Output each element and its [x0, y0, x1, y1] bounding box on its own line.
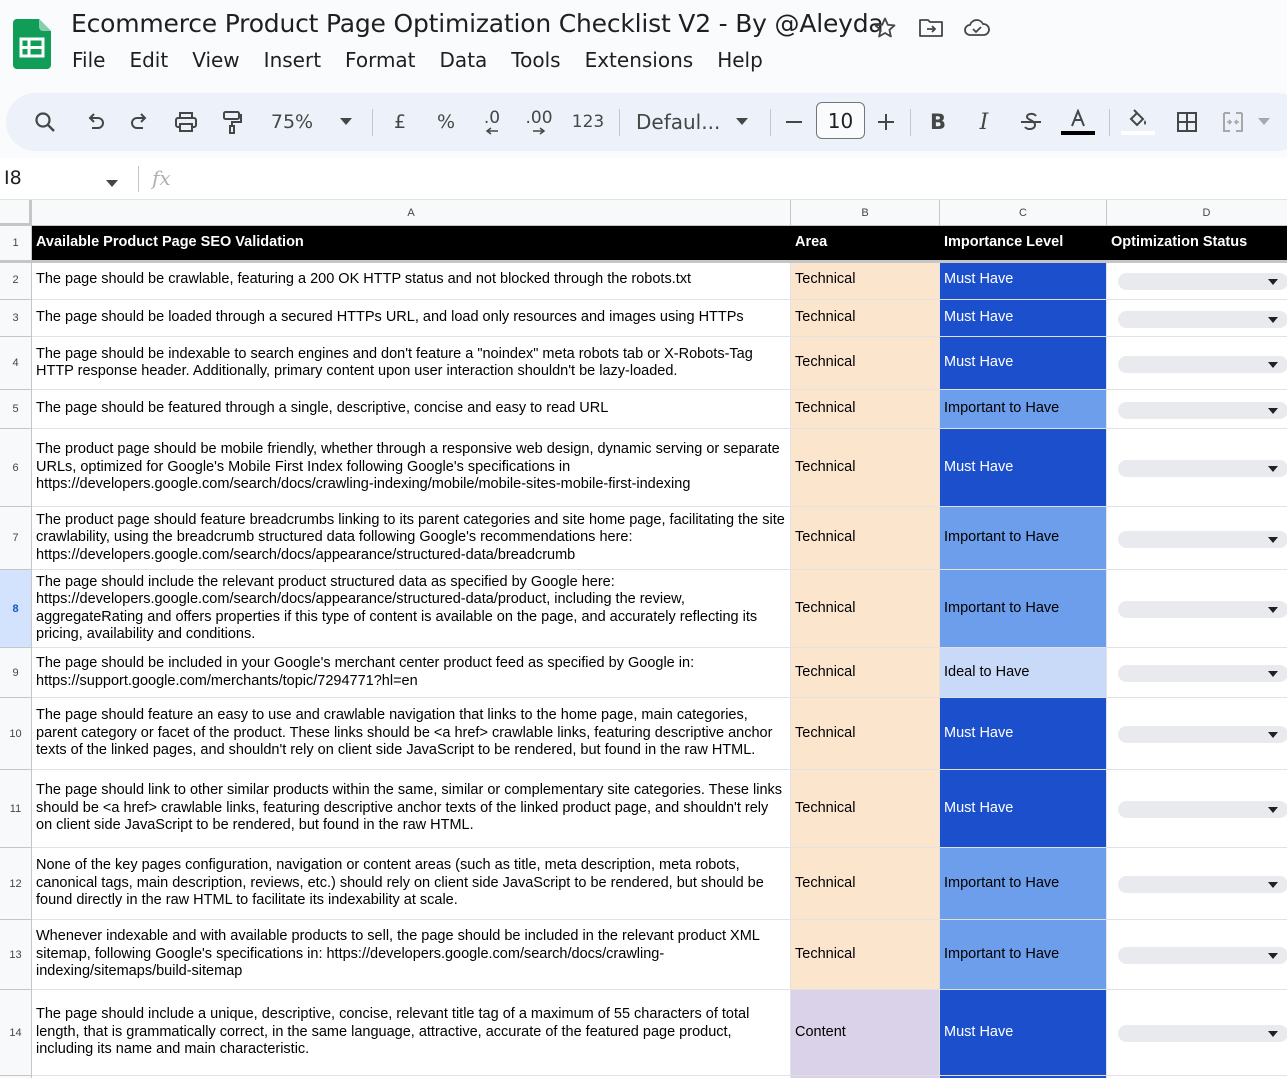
- formula-bar: [0, 158, 1287, 200]
- row-header-8[interactable]: 8: [0, 570, 32, 648]
- status-dropdown[interactable]: [1118, 460, 1287, 477]
- menu-edit[interactable]: Edit: [129, 48, 169, 72]
- dropdown-caret-icon: [1268, 1031, 1278, 1037]
- status-dropdown[interactable]: [1118, 1025, 1287, 1042]
- decrease-decimal-button[interactable]: [476, 93, 508, 151]
- toolbar-area: [0, 88, 1287, 158]
- font-family-select[interactable]: Defaul...: [636, 110, 721, 134]
- validation-cell[interactable]: The product page should be mobile friendly, whether through a responsive web design, dynamic serving or separate URLs, optimized for Google's Mobile First Index following Google's specifications in https://developers.google.com/search/docs/crawling-indexing/mobile/mobile-sites-mobile-first-indexing: [32, 429, 791, 507]
- font-dropdown-icon[interactable]: [734, 93, 750, 151]
- importance-cell[interactable]: Must Have: [940, 261, 1107, 300]
- status-dropdown[interactable]: [1118, 356, 1287, 373]
- area-cell[interactable]: Technical: [791, 770, 940, 848]
- importance-cell[interactable]: Must Have: [940, 337, 1107, 390]
- area-cell[interactable]: Technical: [791, 648, 940, 698]
- spreadsheet-grid[interactable]: [0, 200, 1287, 1078]
- validation-cell[interactable]: The page should be included in your Google's merchant center product feed as specified by Google in: https://support.google.com/merchants/topic/7294771?hl=en: [32, 648, 791, 698]
- menu-help[interactable]: Help: [717, 48, 763, 72]
- search-menus-icon[interactable]: [30, 93, 60, 151]
- menu-data[interactable]: Data: [439, 48, 488, 72]
- row-header-10[interactable]: 10: [0, 698, 32, 770]
- importance-cell[interactable]: Must Have: [940, 429, 1107, 507]
- dropdown-caret-icon: [1268, 466, 1278, 472]
- currency-format-button[interactable]: £: [393, 111, 407, 133]
- validation-cell[interactable]: The page should feature an easy to use and crawlable navigation that links to the home page, main categories, parent category or facet of the product. These links should be <a href> crawlable links, featuring descriptive anchor texts of the linked pages, and shouldn't rely on client side JavaScript to be rendered, but found in the raw HTML.: [32, 698, 791, 770]
- dropdown-caret-icon: [1268, 732, 1278, 738]
- status-dropdown[interactable]: [1118, 273, 1287, 290]
- validation-cell[interactable]: The product page should feature breadcrumbs linking to its parent categories and site home page, facilitating the site crawlability, using the breadcrumb structured data following Google's recommendations here: https://developers.google.com/search/docs/appearance/structured-data/breadcrumb: [32, 507, 791, 570]
- status-dropdown[interactable]: [1118, 876, 1287, 893]
- validation-cell[interactable]: The page should be indexable to search engines and don't feature a "noindex" meta robots tab or X-Robots-Tag HTTP response header. Additionally, primary content upon user interaction shouldn't be lazy-loaded.: [32, 337, 791, 390]
- column-header-c[interactable]: C: [940, 200, 1107, 226]
- status-dropdown[interactable]: [1118, 311, 1287, 328]
- function-icon: fx: [152, 166, 171, 190]
- borders-icon[interactable]: [1172, 93, 1202, 151]
- area-cell[interactable]: Technical: [791, 570, 940, 648]
- more-formats-button[interactable]: 123: [571, 112, 605, 132]
- importance-cell[interactable]: Important to Have: [940, 920, 1107, 990]
- row-header-7[interactable]: 7: [0, 507, 32, 570]
- undo-icon[interactable]: [80, 93, 110, 151]
- row-header-3[interactable]: 3: [0, 300, 32, 337]
- font-size-input[interactable]: 10: [816, 102, 865, 139]
- row-header-11[interactable]: 11: [0, 770, 32, 848]
- header-cell-b[interactable]: Area: [791, 226, 940, 261]
- dropdown-caret-icon: [1268, 279, 1278, 285]
- validation-cell[interactable]: The page should be loaded through a secured HTTPs URL, and load only resources and images using HTTPs: [32, 300, 791, 337]
- area-cell[interactable]: Technical: [791, 429, 940, 507]
- increase-font-size-icon[interactable]: [874, 93, 898, 151]
- importance-cell[interactable]: Important to Have: [940, 848, 1107, 920]
- sheets-logo-icon[interactable]: [13, 19, 51, 69]
- row-header-13[interactable]: 13: [0, 920, 32, 990]
- validation-cell[interactable]: The page should be featured through a single, descriptive, concise and easy to read URL: [32, 390, 791, 429]
- document-title[interactable]: Ecommerce Product Page Optimization Checklist V2 - By @Aleyda: [71, 9, 884, 38]
- frozen-row-divider: [0, 260, 1287, 263]
- name-box[interactable]: I8: [4, 167, 22, 189]
- importance-cell[interactable]: Important to Have: [940, 507, 1107, 570]
- row-header-6[interactable]: 6: [0, 429, 32, 507]
- move-to-folder-icon[interactable]: [914, 14, 948, 42]
- status-dropdown[interactable]: [1118, 531, 1287, 548]
- status-dropdown[interactable]: [1118, 801, 1287, 818]
- validation-cell[interactable]: The page should include the relevant product structured data as specified by Google here: https://developers.google.com/search/docs/appearance/structured-data/product, including the review, aggregateRating and offers properties if this type of content is available on the page, and accurately reflecting its pricing, availability and conditions.: [32, 570, 791, 648]
- dropdown-caret-icon: [1268, 807, 1278, 813]
- menu-file[interactable]: File: [72, 48, 106, 72]
- row-header-12[interactable]: 12: [0, 848, 32, 920]
- dropdown-caret-icon: [1268, 671, 1278, 677]
- percent-format-button[interactable]: %: [436, 111, 456, 133]
- validation-cell[interactable]: None of the key pages configuration, navigation or content areas (such as title, meta description, meta robots, canonical tags, main description, reviews, etc.) should rely on client side JavaScript to be rendered, but should be found directly in the raw HTML to facilitate its indexability at scale.: [32, 848, 791, 920]
- importance-cell[interactable]: Must Have: [940, 300, 1107, 337]
- header-cell-c[interactable]: Importance Level: [940, 226, 1107, 261]
- select-all-corner[interactable]: [0, 200, 32, 226]
- area-cell[interactable]: Technical: [791, 507, 940, 570]
- title-bar: [0, 0, 1287, 88]
- star-icon[interactable]: [868, 14, 902, 42]
- increase-decimal-button[interactable]: [521, 93, 557, 151]
- dropdown-caret-icon: [1268, 953, 1278, 959]
- dropdown-caret-icon: [1268, 408, 1278, 414]
- importance-cell[interactable]: Important to Have: [940, 390, 1107, 429]
- status-dropdown[interactable]: [1118, 665, 1287, 682]
- row-header-4[interactable]: 4: [0, 337, 32, 390]
- increase-decimal-label: .00: [525, 107, 553, 128]
- area-cell[interactable]: Technical: [791, 300, 940, 337]
- validation-cell[interactable]: The page should be crawlable, featuring a 200 OK HTTP status and not blocked through the robots.txt: [32, 261, 791, 300]
- redo-icon[interactable]: [125, 93, 155, 151]
- area-cell[interactable]: Technical: [791, 698, 940, 770]
- header-cell-d[interactable]: Optimization Status: [1107, 226, 1287, 261]
- area-cell[interactable]: Content: [791, 990, 940, 1076]
- text-color-icon[interactable]: [1060, 93, 1096, 151]
- row-header-9[interactable]: 9: [0, 648, 32, 698]
- importance-cell[interactable]: Important to Have: [940, 570, 1107, 648]
- status-dropdown[interactable]: [1118, 947, 1287, 964]
- column-header-a[interactable]: A: [32, 200, 791, 226]
- menu-tools[interactable]: Tools: [511, 48, 561, 72]
- print-icon[interactable]: [171, 93, 201, 151]
- menu-view[interactable]: View: [192, 48, 240, 72]
- cloud-status-icon[interactable]: [960, 14, 994, 42]
- status-dropdown[interactable]: [1118, 726, 1287, 743]
- dropdown-caret-icon: [1268, 607, 1278, 613]
- italic-icon[interactable]: I: [979, 109, 989, 135]
- status-dropdown[interactable]: [1118, 402, 1287, 419]
- row-header-2[interactable]: 2: [0, 261, 32, 300]
- importance-cell[interactable]: Must Have: [940, 770, 1107, 848]
- bold-icon[interactable]: B: [929, 110, 946, 134]
- importance-cell[interactable]: Must Have: [940, 990, 1107, 1076]
- column-header-b[interactable]: B: [791, 200, 940, 226]
- area-cell[interactable]: Technical: [791, 848, 940, 920]
- importance-cell[interactable]: Ideal to Have: [940, 648, 1107, 698]
- strikethrough-icon[interactable]: [1016, 93, 1046, 151]
- merge-cells-icon[interactable]: [1218, 93, 1248, 151]
- area-cell[interactable]: Technical: [791, 920, 940, 990]
- row-header-5[interactable]: 5: [0, 390, 32, 429]
- dropdown-caret-icon: [1268, 317, 1278, 323]
- dropdown-caret-icon: [1268, 362, 1278, 368]
- toolbar: [6, 93, 1287, 151]
- menu-bar: [72, 48, 787, 72]
- merge-dropdown-icon[interactable]: [1256, 93, 1272, 151]
- dropdown-caret-icon: [1268, 882, 1278, 888]
- menu-extensions[interactable]: Extensions: [584, 48, 694, 72]
- fill-color-icon[interactable]: [1120, 93, 1156, 151]
- validation-cell[interactable]: The page should link to other similar products within the same, similar or complementary site categories. These links should be <a href> crawlable links, featuring descriptive anchor texts of the linked product page, and shouldn't rely on client side JavaScript to be rendered, but found in the raw HTML.: [32, 770, 791, 848]
- importance-cell[interactable]: Must Have: [940, 698, 1107, 770]
- column-header-d[interactable]: D: [1107, 200, 1287, 226]
- area-cell[interactable]: Technical: [791, 337, 940, 390]
- menu-format[interactable]: Format: [345, 48, 416, 72]
- area-cell[interactable]: Technical: [791, 261, 940, 300]
- decrease-decimal-label: .0: [483, 107, 501, 128]
- name-box-dropdown-icon[interactable]: [106, 175, 118, 193]
- status-dropdown[interactable]: [1118, 601, 1287, 618]
- dropdown-caret-icon: [1268, 537, 1278, 543]
- header-cell-a[interactable]: Available Product Page SEO Validation: [32, 226, 791, 261]
- validation-cell[interactable]: The page should include a unique, descriptive, concise, relevant title tag of a maximum of 55 characters of total length, that is grammatically correct, in the same language, attractive, accurate of the featured page product, including its name and main characteristic.: [32, 990, 791, 1076]
- zoom-select[interactable]: 75%: [270, 111, 314, 133]
- decrease-font-size-icon[interactable]: [782, 93, 806, 151]
- validation-cell[interactable]: Whenever indexable and with available products to sell, the page should be included in the relevant product XML sitemap, following Google's specifications in: https://developers.google.com/search/docs/crawling-indexing/sitemaps/build-sitemap: [32, 920, 791, 990]
- menu-insert[interactable]: Insert: [263, 48, 322, 72]
- paint-format-icon[interactable]: [217, 93, 247, 151]
- row-header-1[interactable]: 1: [0, 226, 32, 261]
- zoom-dropdown-icon[interactable]: [338, 93, 354, 151]
- area-cell[interactable]: Technical: [791, 390, 940, 429]
- row-header-14[interactable]: 14: [0, 990, 32, 1076]
